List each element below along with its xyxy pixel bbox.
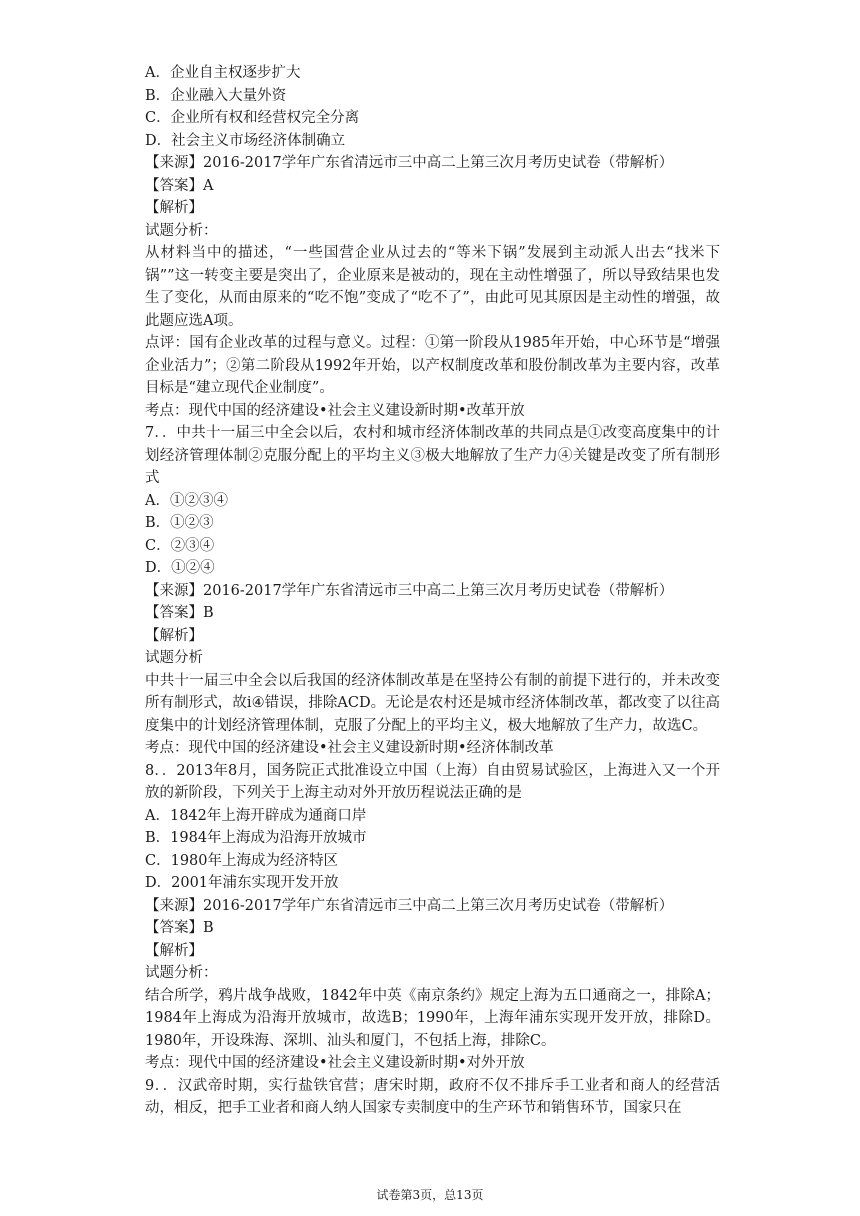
document-body (145, 62, 720, 1120)
text-line: 试题分析 (145, 650, 203, 666)
text-line: 【答案】A (145, 177, 214, 194)
text-line: B．企业融入大量外资 (145, 87, 287, 104)
text-line: 试题分析： (145, 222, 218, 239)
text-line: A．①②③④ (145, 492, 228, 509)
text-line: 考点：现代中国的经济建设•社会主义建设新时期•经济体制改革 (145, 740, 554, 756)
text-line: C．1980年上海成为经济特区 (145, 852, 338, 869)
text-line: 试题分析： (145, 965, 218, 981)
text-paragraph: 结合所学，鸦片战争战败，1842年中英《南京条约》规定上海为五口通商之一，排除A；1984年上海成为沿海开放城市，故选B；1990年，上海年浦东实现开发开放，排除D。1980年，开设珠海、深圳、汕头和厦门，不包括上海，排除C。 (145, 987, 720, 1049)
text-paragraph: 点评：国有企业改革的过程与意义。过程：①第一阶段从1985年开始，中心环节是“增强企业活力”；②第二阶段从1992年开始，以产权制度改革和股份制改革为主要内容，改革目标是“建立现代企业制度”。 (145, 335, 720, 396)
text-line: 【解析】 (145, 627, 203, 644)
text-paragraph: 中共十一届三中全会以后我国的经济体制改革是在坚持公有制的前提下进行的，并未改变所有制形式，故ⅰ④错误，排除ACD。无论是农村还是城市经济体制改革，都改变了以往高度集中的计划经济管理体制，克服了分配上的平均主义，极大地解放了生产力，故选C。 (145, 672, 720, 734)
text-paragraph: 7．．中共十一届三中全会以后，农村和城市经济体制改革的共同点是①改变高度集中的计划经济管理体制②克服分配上的平均主义③极大地解放了生产力④关键是改变了所有制形式 (145, 425, 720, 486)
text-line: 【答案】B (145, 605, 214, 621)
text-line: B．1984年上海成为沿海开放城市 (145, 830, 367, 846)
text-line: 【解析】 (145, 942, 203, 959)
text-line: 【来源】2016-2017学年广东省清远市三中高二上第三次月考历史试卷（带解析） (145, 155, 674, 171)
text-line: C．企业所有权和经营权完全分离 (145, 110, 360, 126)
text-paragraph: 8．．2013年8月，国务院正式批准设立中国（上海）自由贸易试验区，上海进入又一个开放的新阶段，下列关于上海主动对外开放历程说法正确的是 (145, 762, 720, 801)
page-footer: 试卷第3页，总13页 (376, 1188, 484, 1202)
text-paragraph: 从材料当中的描述，“一些国营企业从过去的“等米下锅”发展到主动派人出去“找米下锅””这一转变主要是突出了，企业原来是被动的，现在主动性增强了，所以导致结果也发生了变化，从而由原来的“吃不饱”变成了“吃不了”，由此可见其原因是主动性的增强，故此题应选A项。 (145, 245, 720, 329)
text-line: 【答案】B (145, 920, 214, 936)
text-line: B．①②③ (145, 515, 214, 531)
text-paragraph: 9．．汉武帝时期，实行盐铁官营；唐宋时期，政府不仅不排斥手工业者和商人的经营活动，相反，把手工业者和商人纳人国家专卖制度中的生产环节和销售环节，国家只在 (145, 1077, 720, 1116)
text-line: A．1842年上海开辟成为通商口岸 (145, 807, 367, 824)
text-line: D．①②④ (145, 560, 215, 576)
text-line: 考点：现代中国的经济建设•社会主义建设新时期•对外开放 (145, 1055, 525, 1071)
text-line: 【来源】2016-2017学年广东省清远市三中高二上第三次月考历史试卷（带解析） (145, 897, 674, 914)
text-line: 考点：现代中国的经济建设•社会主义建设新时期•改革开放 (145, 402, 525, 419)
text-line: A．企业自主权逐步扩大 (145, 65, 301, 81)
text-line: C．②③④ (145, 537, 215, 554)
text-line: 【解析】 (145, 200, 203, 216)
text-line: D．社会主义市场经济体制确立 (145, 132, 346, 149)
text-line: D．2001年浦东实现开发开放 (145, 875, 339, 891)
text-line: 【来源】2016-2017学年广东省清远市三中高二上第三次月考历史试卷（带解析） (145, 582, 674, 599)
